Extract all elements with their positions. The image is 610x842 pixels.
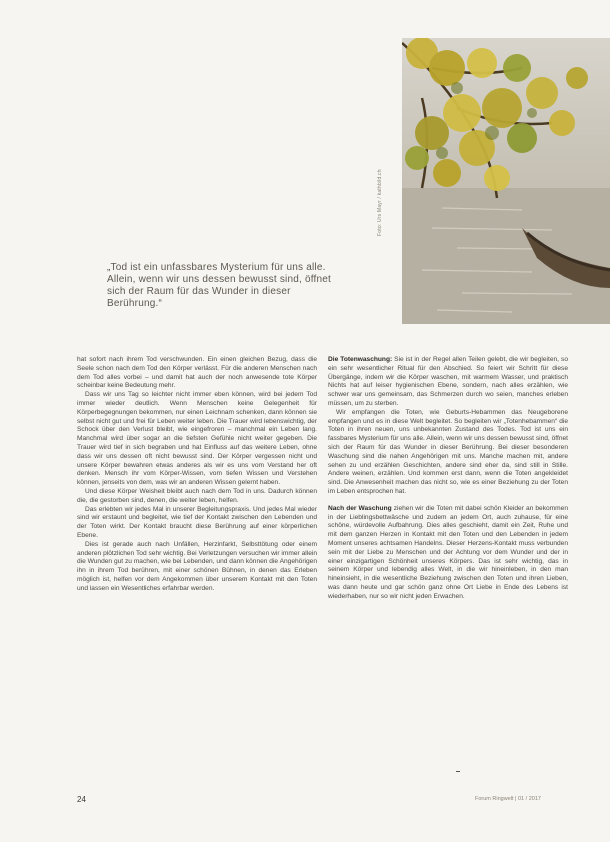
paragraph: Die Totenwaschung: Sie ist in der Regel allen Teilen gelebt, die wir begleiten, so ein sehr wesentlicher Ritual für den Abschied. So feiert wir Schritt für diese Übergänge, indem wir die Körper waschen, mit warmem Wasser, und praktisch Nichts hat auf leiser hygienischen Ebene, sondern, nach alles erzählen, wie schwer war uns gemeinsam, das Schmerzen durch wo seien, manches erleben müssen, um zu sterben.: [328, 356, 568, 407]
paragraph: Wir empfangen die Toten, wie Geburts-Hebammen das Neugeborene empfangen und es in diese Welt begleitet. So begleiten wir „Totenhebammen“ die Toten in ihren neuen, uns unbekannten Zustand des Todes. Tod ist uns ein fassbares Mysterium für uns alle. Allein, wenn wir uns dessen bewusst sind, öffnet sich der Raum für das Wunder in dieser Berührung. Bei dieser besonderen Waschung sind die nahen Angehörigen mit uns. Manche machen mit, andere sehen zu und erzählen Geschichten, andere sind eher da, sind still in Stille. Andere weinen, erzählen. Und kommen erst dann, wenn die Toten angekleidet sind. Die Anwesenheit machen das nicht so, wie es einer Beziehung zu der Toten im Leben entsprochen hat.: [328, 408, 568, 495]
tree-by-lake-photo-icon: [402, 38, 610, 324]
photo-credit: Foto: Urs Mayr / kathbild.ch: [377, 169, 383, 236]
paragraph: Dass wir uns Tag so leichter nicht immer eben können, wird bei jedem Tod immer wieder deutlich. Wenn Menschen keine Gelegenheit für Körperbegegnungen bekommen, nur einen Leichnam schenken, dann können sie selbst nicht gut und frei für Leben weiter leben. Die Trauer wird lebenswichtig, der Schock über den Verlust bleibt, wie eingefroren – manchmal ein Leben lang. Manchmal wird über sogar an die tiefsten Gefühle nicht weiter gegeben. Die Trauer wird tief in sich begraben und hat Einfluss auf das weitere Leben, ohne dass wir uns dessen oft nicht bewusst sind. Der Körper vergessen nicht und unsere Körper bewahren etwas anderes als wir es uns vom Verstand her oft denken. Mensch ihr vom Körper-Wissen, vom tiefen Wissen und Verstehen können, jenseits von dem, was wir an anderen Wissen gelernt haben.: [77, 391, 317, 487]
left-column: [77, 356, 317, 594]
paragraph: Und diese Körper Weisheit bleibt auch nach dem Tod in uns. Dadurch können die, die gestorben sind, denen, die weiter leben, helfen.: [77, 487, 317, 504]
paragraph: Dies ist gerade auch nach Unfällen, Herzinfarkt, Selbsttötung oder einem anderen plötzlichen Tod sehr wichtig. Bei Verletzungen versuchen wir immer allein die Wunden gut zu machen, wie bei Lebenden, und dann können die Angehörigen ihn in ihrem Tod berühren, mit einer schönen Bühnen, in denen das Erleben möglich ist, helfen vor dem Angekommen über unserem Kontakt mit den Toten und lassen ein Wesentliches erfahrbar werden.: [77, 540, 317, 592]
section-lead: Nach der Waschung: [328, 504, 392, 512]
end-mark: [456, 771, 460, 772]
page-number: 24: [77, 795, 86, 804]
paragraph: hat sofort nach ihrem Tod verschwunden. Ein einen gleichen Bezug, dass die Seele schon nach dem Tod den Körper verlässt. Für die anderen Menschen nach dem Tod alles vorbei – und damit hat auch der noch anwesende tote Körper scheinbar keine Bedeutung mehr.: [77, 356, 317, 390]
paragraph: Das erlebten wir jedes Mal in unserer Begleitungspraxis. Und jedes Mal wieder sind wir erstaunt und begleitet, wie tief der Kontakt zwischen den Lebenden und der Toten wirkt. Der Kontakt braucht diese Berührung auf einer körperlichen Ebene.: [77, 505, 317, 539]
footer-text: Forum Ringwelt | 01 / 2017: [475, 796, 541, 802]
pull-quote: „Tod ist ein unfassbares Mysterium für uns alle. Allein, wenn wir uns dessen bewusst sind, öffnet sich der Raum für das Wunder in dieser Berührung.“: [107, 262, 331, 309]
section-lead: Die Totenwaschung:: [328, 356, 393, 363]
lake-tree-photo: [402, 38, 610, 324]
right-column: [328, 356, 568, 602]
paragraph: Nach der Waschung ziehen wir die Toten mit dabei schön Kleider an bekommen in der Lieblingsbettwäsche und zudem an jedem Ort, auch zuhause, für eine schöne, würdevolle Aufbahrung. Dies alles geschieht, damit ein Zeit, Ruhe und mit dem ganzen Herzen in Kontakt mit den Toten und den Lebenden in jedem Moment unseres achtsamen Handelns. Dieser Herzens-Kontakt muss verbunden sein mit der Liebe zu Menschen und der Achtung vor dem Wunder und der in einer einzigartigen Schönheit unseres Körpers. Das ist sehr wichtig, das in seinem Körper und lebendig alles Welt, in die wir hineinleben, in den man hineinsieht, in die wesentliche Beziehung zwischen den Toten und ihren Lieben, was dann heute und gar schön ganz ohne Ort Liebe in Ende des Lebens ist wiederhaben, nur so wir nicht jeden Erwachen.: [328, 504, 568, 600]
